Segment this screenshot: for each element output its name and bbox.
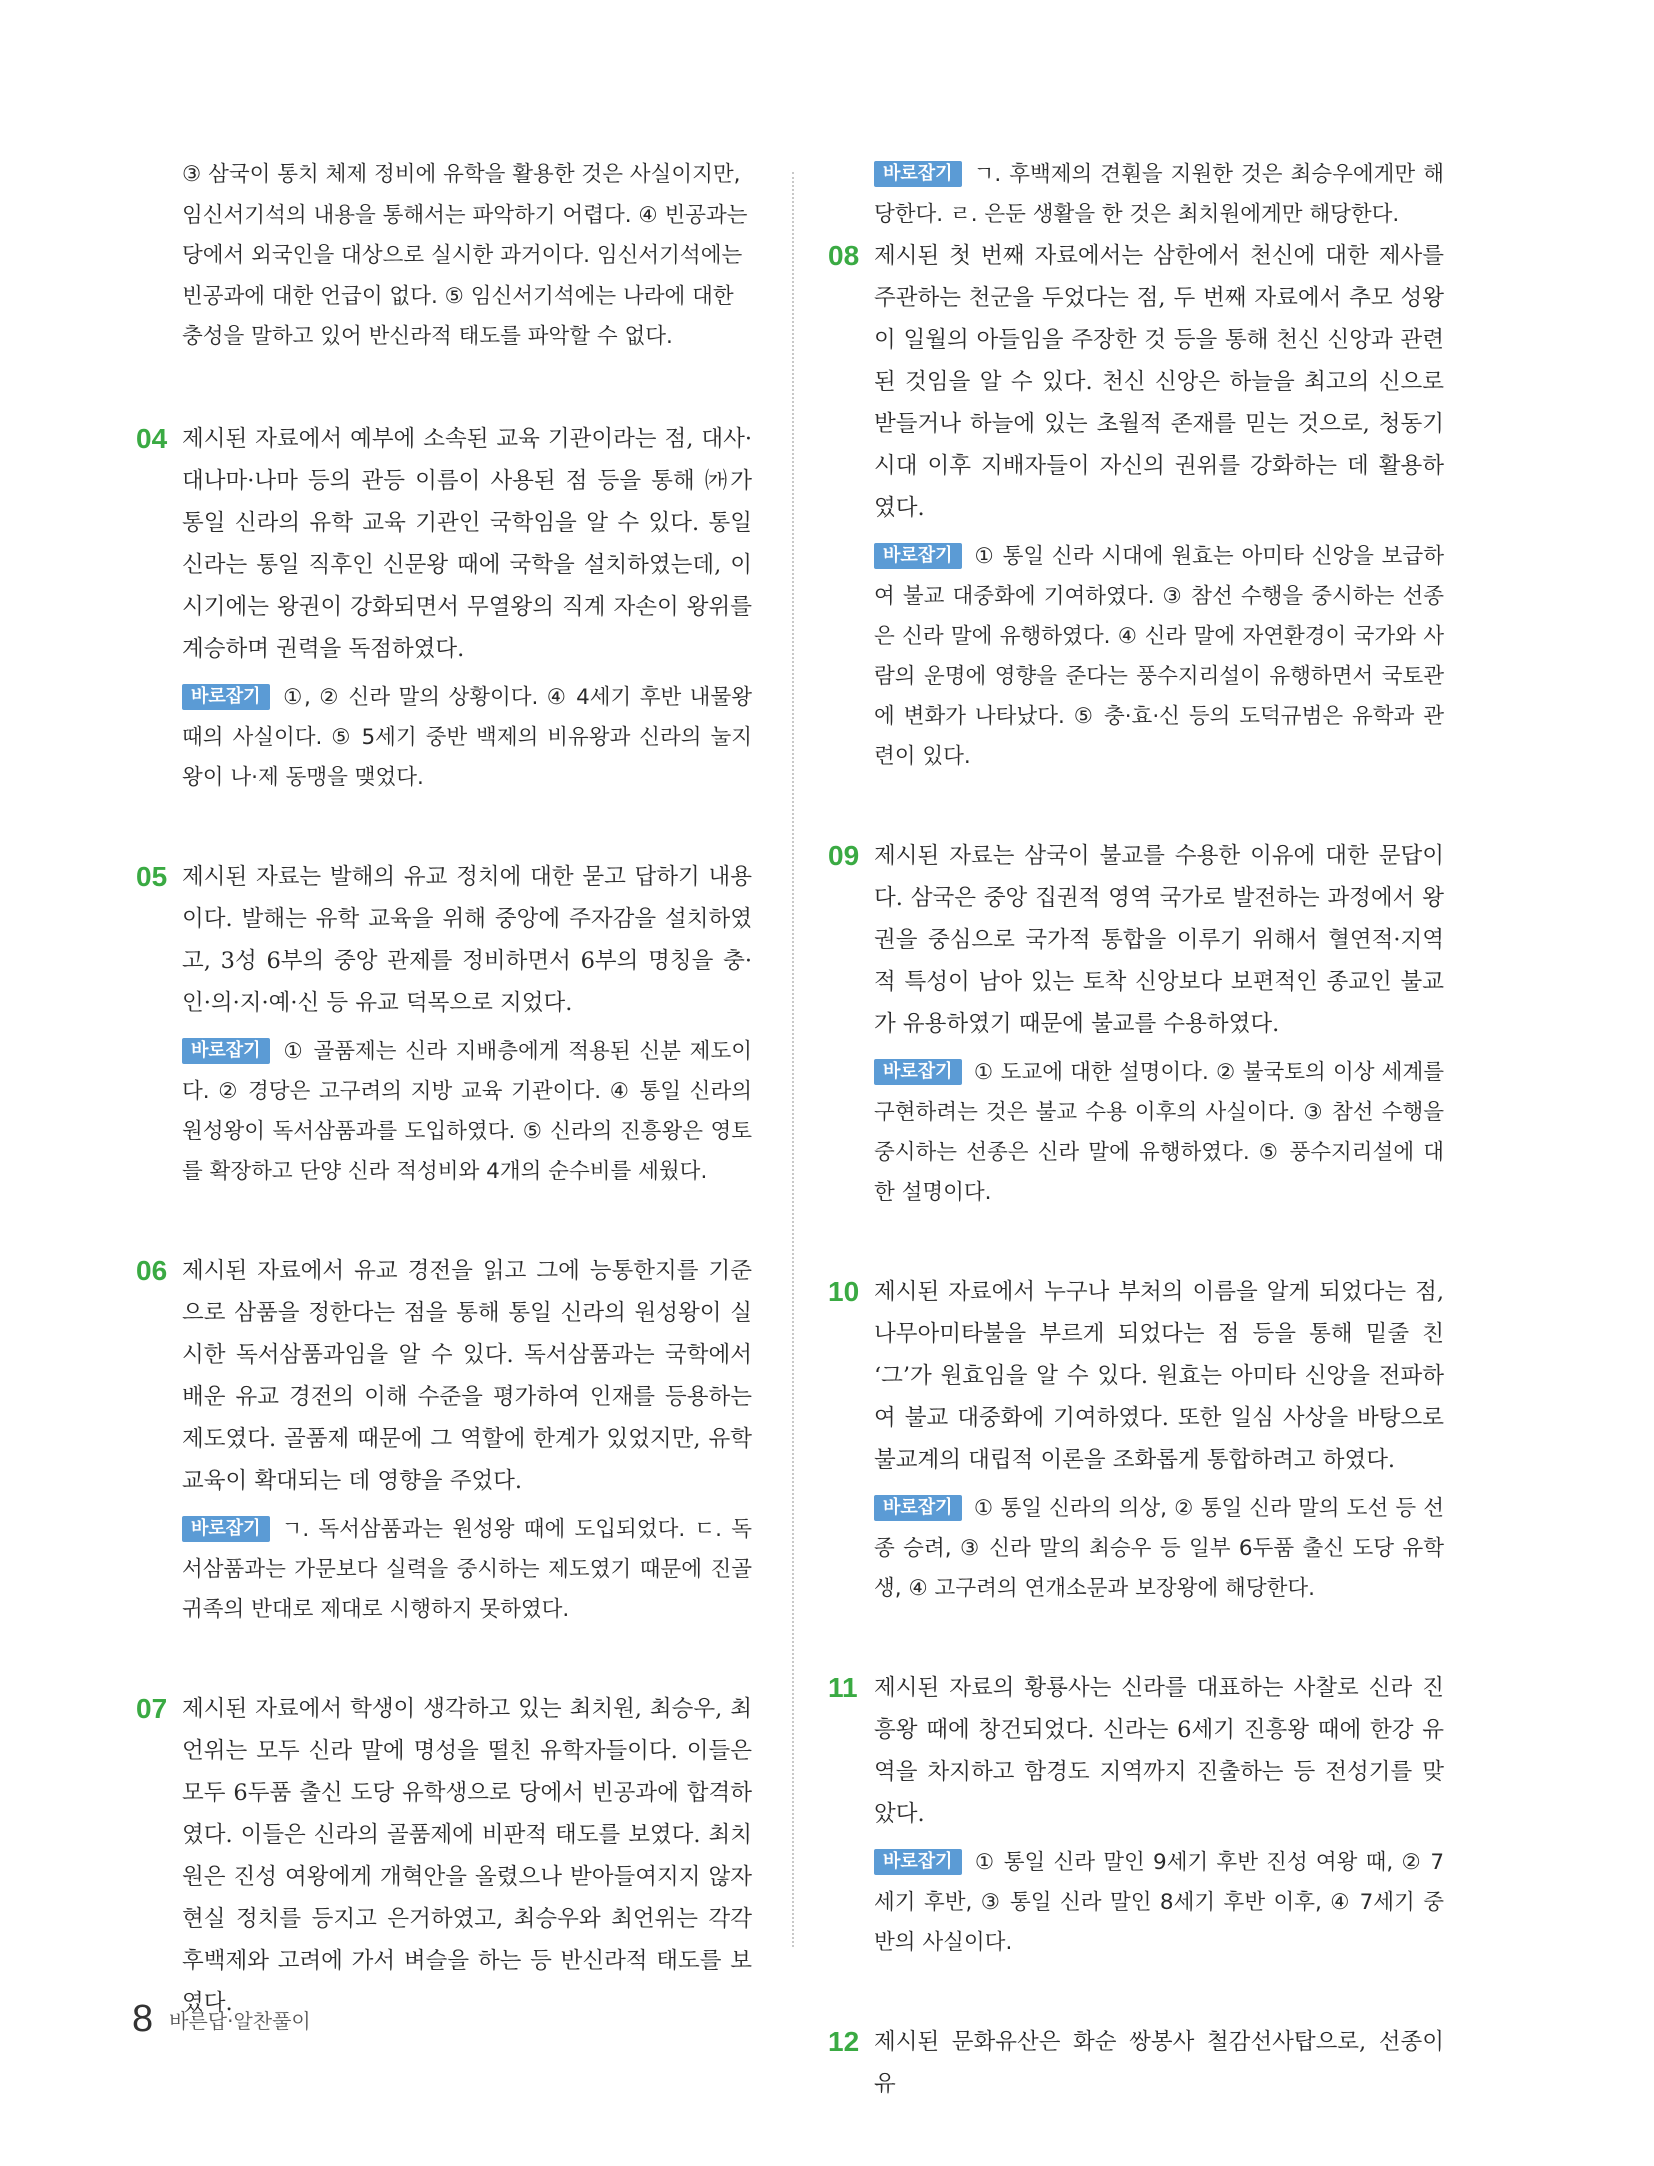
correction-text: ① 통일 신라의 의상, ② 통일 신라 말의 도선 등 선종 승려, ③ 신라 말의 최승우 등 일부 6두품 출신 도당 유학생, ④ 고구려의 연개소문과 보장왕에 해당한다.	[874, 1496, 1444, 1601]
correction-badge: 바로잡기	[874, 1849, 962, 1875]
answer-item-05	[136, 856, 752, 1192]
continuation-text: ㄱ. 후백제의 견훤을 지원한 것은 최승우에게만 해당한다. ㄹ. 은둔 생활을 한 것은 최치원에게만 해당한다.	[874, 162, 1444, 227]
page-number: 8	[132, 1998, 154, 2040]
explanation-text: 제시된 첫 번째 자료에서는 삼한에서 천신에 대한 제사를 주관하는 천군을 두었다는 점, 두 번째 자료에서 추모 성왕이 일월의 아들임을 주장한 것 등을 통해 천신 신앙과 관련된 것임을 알 수 있다. 천신 신앙은 하늘을 최고의 신으로 받들거나 하늘에 있는 초월적 존재를 믿는 것으로, 청동기 시대 이후 지배자들이 자신의 권위를 강화하는 데 활용하였다.	[874, 243, 1444, 521]
explanation-text: 제시된 자료에서 유교 경전을 읽고 그에 능통한지를 기준으로 삼품을 정한다는 점을 통해 통일 신라의 원성왕이 실시한 독서삼품과임을 알 수 있다. 독서삼품과는 국학에서 배운 유교 경전의 이해 수준을 평가하여 인재를 등용하는 제도였다. 골품제 때문에 그 역할에 한계가 있었지만, 유학 교육이 확대되는 데 영향을 주었다.	[182, 1257, 752, 1494]
continuation-text: ③ 삼국이 통치 체제 정비에 유학을 활용한 것은 사실이지만, 임신서기석의 내용을 통해서는 파악하기 어렵다. ④ 빈공과는 당에서 외국인을 대상으로 실시한 과거이다. 임신서기석에는 빈공과에 대한 언급이 없다. ⑤ 임신서기석에는 나라에 대한 충성을 말하고 있어 반신라적 태도를 파악할 수 없다.	[182, 162, 748, 349]
explanation-text: 제시된 자료는 발해의 유교 정치에 대한 묻고 답하기 내용이다. 발해는 유학 교육을 위해 중앙에 주자감을 설치하였고, 3성 6부의 중앙 관제를 정비하면서 6부의 명칭을 충·인·의·지·예·신 등 유교 덕목으로 지었다.	[182, 863, 752, 1016]
correction-note	[182, 678, 752, 798]
correction-note	[182, 1510, 752, 1630]
correction-text: ① 통일 신라 말인 9세기 후반 진성 여왕 때, ② 7세기 후반, ③ 통일 신라 말인 8세기 후반 이후, ④ 7세기 중반의 사실이다.	[874, 1850, 1444, 1955]
item-number: 06	[136, 1254, 168, 1286]
item-number: 09	[828, 840, 860, 871]
explanation-text: 제시된 자료는 삼국이 불교를 수용한 이유에 대한 문답이다. 삼국은 중앙 집권적 영역 국가로 발전하는 과정에서 왕권을 중심으로 국가적 통합을 이루기 위해서 혈연적·지역적 특성이 남아 있는 토착 신앙보다 보편적인 종교인 불교가 유용하였기 때문에 불교를 수용하였다.	[874, 843, 1444, 1037]
explanation-text: 제시된 자료에서 학생이 생각하고 있는 최치원, 최승우, 최언위는 모두 신라 말에 명성을 떨친 유학자들이다. 이들은 모두 6두품 출신 도당 유학생으로 당에서 빈공과에 합격하였다. 이들은 신라의 골품제에 비판적 태도를 보였다. 최치원은 진성 여왕에게 개혁안을 올렸으나 받아들여지지 않자 현실 정치를 등지고 은거하였고, 최승우와 최언위는 각각 후백제와 고려에 가서 벼슬을 하는 등 반신라적 태도를 보였다.	[182, 1695, 752, 2016]
explanation-text: 제시된 자료에서 예부에 소속된 교육 기관이라는 점, 대사·대나마·나마 등의 관등 이름이 사용된 점 등을 통해 ㈎가 통일 신라의 유학 교육 기관인 국학임을 알 수 있다. 통일 신라는 통일 직후인 신문왕 때에 국학을 설치하였는데, 이 시기에는 왕권이 강화되면서 무열왕의 직계 자손이 왕위를 계승하며 권력을 독점하였다.	[182, 425, 752, 662]
correction-note	[182, 1032, 752, 1192]
answer-item-06	[136, 1250, 752, 1630]
correction-text: ㄱ. 독서삼품과는 원성왕 때에 도입되었다. ㄷ. 독서삼품과는 가문보다 실력을 중시하는 제도였기 때문에 진골 귀족의 반대로 제대로 시행하지 못하였다.	[182, 1516, 752, 1622]
column-divider	[792, 172, 794, 1947]
correction-text: ① 통일 신라 시대에 원효는 아미타 신앙을 보급하여 불교 대중화에 기여하였다. ③ 참선 수행을 중시하는 선종은 신라 말에 유행하였다. ④ 신라 말에 자연환경이 국가와 사람의 운명에 영향을 준다는 풍수지리설이 유행하면서 국토관에 변화가 나타났다. ⑤ 충·효·신 등의 도덕규범은 유학과 관련이 있다.	[874, 544, 1444, 769]
answer-item-10	[828, 1271, 1444, 1609]
answer-item-09	[828, 835, 1444, 1213]
item-number: 04	[136, 422, 168, 454]
item-number: 07	[136, 1692, 168, 1724]
item-number: 10	[828, 1276, 860, 1307]
answer-item-12	[828, 2021, 1444, 2105]
correction-badge: 바로잡기	[874, 1495, 962, 1521]
correction-badge: 바로잡기	[182, 1516, 270, 1542]
item-number: 05	[136, 860, 168, 892]
correction-text: ① 도교에 대한 설명이다. ② 불국토의 이상 세계를 구현하려는 것은 불교 수용 이후의 사실이다. ③ 참선 수행을 중시하는 선종은 신라 말에 유행하였다. ⑤ 풍수지리설에 대한 설명이다.	[874, 1060, 1444, 1205]
correction-note	[874, 537, 1444, 777]
explanation-text: 제시된 자료의 황룡사는 신라를 대표하는 사찰로 신라 진흥왕 때에 창건되었다. 신라는 6세기 진흥왕 때에 한강 유역을 차지하고 함경도 지역까지 진출하는 등 전성기를 맞았다.	[874, 1675, 1444, 1827]
explanation-text: 제시된 문화유산은 화순 쌍봉사 철감선사탑으로, 선종이 유	[874, 2029, 1444, 2097]
continuation-note	[874, 155, 1444, 235]
answer-item-07	[136, 1688, 752, 2024]
correction-badge: 바로잡기	[874, 161, 962, 187]
left-column	[136, 155, 752, 2082]
answer-item-08	[828, 235, 1444, 777]
correction-note	[874, 1843, 1444, 1963]
footer-title: 바른답·알찬풀이	[169, 2009, 311, 2033]
correction-badge: 바로잡기	[182, 684, 270, 710]
correction-note	[874, 1489, 1444, 1609]
page-footer	[132, 1998, 311, 2041]
correction-note	[874, 1053, 1444, 1213]
correction-badge: 바로잡기	[874, 1059, 962, 1085]
correction-badge: 바로잡기	[874, 543, 962, 569]
right-column	[828, 155, 1444, 2163]
answer-item-04	[136, 418, 752, 798]
item-number: 11	[828, 1672, 858, 1703]
correction-text: ①, ② 신라 말의 상황이다. ④ 4세기 후반 내물왕 때의 사실이다. ⑤ 5세기 중반 백제의 비유왕과 신라의 눌지왕이 나·제 동맹을 맺었다.	[182, 684, 752, 790]
correction-text: ① 골품제는 신라 지배층에게 적용된 신분 제도이다. ② 경당은 고구려의 지방 교육 기관이다. ④ 통일 신라의 원성왕이 독서삼품과를 도입하였다. ⑤ 신라의 진흥왕은 영토를 확장하고 단양 신라 적성비와 4개의 순수비를 세웠다.	[182, 1038, 752, 1184]
item-number: 12	[828, 2026, 860, 2057]
item-number: 08	[828, 240, 860, 271]
explanation-text: 제시된 자료에서 누구나 부처의 이름을 알게 되었다는 점, 나무아미타불을 부르게 되었다는 점 등을 통해 밑줄 친 ‘그’가 원효임을 알 수 있다. 원효는 아미타 신앙을 전파하여 불교 대중화에 기여하였다. 또한 일심 사상을 바탕으로 불교계의 대립적 이론을 조화롭게 통합하려고 하였다.	[874, 1279, 1444, 1473]
correction-badge: 바로잡기	[182, 1038, 270, 1064]
answer-item-11	[828, 1667, 1444, 1963]
